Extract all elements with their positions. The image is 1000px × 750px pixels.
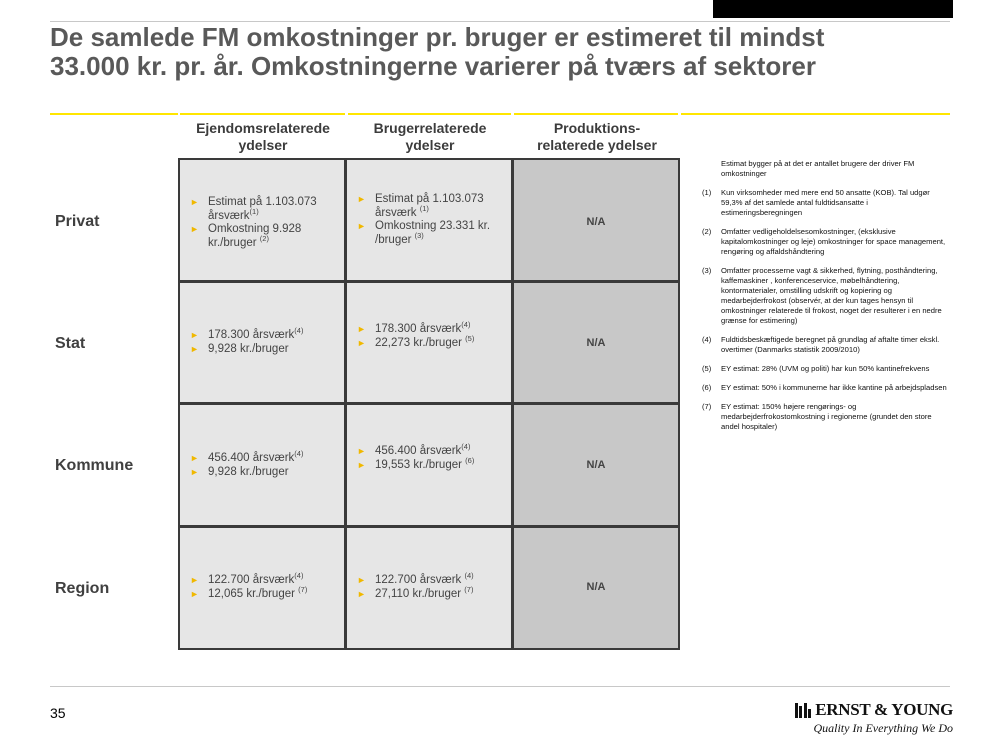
bullet-arrow-icon: ►	[357, 324, 366, 334]
footnote-text: Fuldtidsbeskæftigede beregnet på grundlag af aftalte timer ekskl. overtimer (Danmarks statistik 2009/2010)	[721, 335, 940, 354]
bullet-item	[357, 571, 505, 588]
footnote-3	[702, 266, 950, 326]
column-header-line: ydelser	[405, 137, 455, 153]
bullet-item	[357, 333, 505, 351]
cell-kommune-user	[347, 405, 511, 525]
column-header-line: Produktions-	[553, 120, 641, 136]
footnote-text: EY estimat: 50% i kommunerne har ikke kantine på arbejdspladsen	[721, 383, 947, 392]
bullet-item	[190, 223, 338, 250]
bullet-list	[190, 571, 338, 601]
ernst-young-logo	[790, 700, 953, 736]
bullet-text: 456.400 årsværk	[375, 445, 462, 457]
bullet-item	[357, 320, 505, 337]
bullet-text: Omkostning 9.928 kr./bruger	[208, 223, 302, 249]
footnote-ref: (7)	[298, 584, 308, 594]
ey-bars-icon	[795, 703, 812, 718]
bullet-arrow-icon: ►	[357, 194, 366, 204]
bullet-item	[357, 455, 505, 473]
bullet-arrow-icon: ►	[190, 330, 199, 340]
bullet-list	[190, 449, 338, 479]
header-black-bar	[713, 0, 953, 18]
footnote-6	[702, 383, 950, 393]
slide-title-line-1: De samlede FM omkostninger pr. bruger er estimeret til mindst	[50, 22, 825, 52]
yellow-rule-label-column	[50, 113, 178, 115]
footnote-ref: (4)	[461, 320, 471, 330]
footnote-text: EY estimat: 150% højere rengørings- og medarbejderfrokostomkostning i regionerne (grundet den store andel hospitaler)	[721, 402, 932, 431]
footnote-ref: (5)	[465, 333, 475, 343]
footnote-ref: (4)	[461, 442, 471, 452]
bullet-arrow-icon: ►	[357, 588, 366, 599]
bullet-list	[190, 326, 338, 356]
footnote-4	[702, 335, 950, 355]
bullet-arrow-icon: ►	[190, 343, 199, 354]
yellow-rule-notes-column	[681, 113, 950, 115]
bullet-list	[357, 320, 505, 350]
footnote-1	[702, 188, 950, 218]
bullet-item	[190, 449, 338, 466]
slide-title	[50, 23, 930, 81]
footnote-number: (5)	[702, 364, 712, 373]
footnote-number: (7)	[702, 402, 712, 411]
bullet-text: 178.300 årsværk	[375, 323, 462, 335]
cell-privat-user	[347, 160, 511, 280]
bullet-text: Omkostning 23.331 kr. /bruger	[375, 220, 491, 246]
footnote-5	[702, 364, 950, 374]
slide-title-line-2: 33.000 kr. pr. år. Omkostningerne varierer på tværs af sektorer	[50, 51, 816, 81]
bullet-item	[357, 442, 505, 459]
cell-region-production	[514, 528, 678, 648]
bullet-text: 456.400 årsværk	[208, 452, 295, 464]
row-label-privat: Privat	[55, 213, 100, 230]
bullet-text: 122.700 årsværk	[208, 574, 295, 586]
logo-tagline: Quality In Everything We Do	[813, 721, 953, 735]
cell-stat-property	[180, 283, 344, 402]
bullet-text: 19,553 kr./bruger	[375, 458, 462, 471]
footnote-ref: (4)	[294, 326, 304, 336]
bullet-text: 9,928 kr./bruger	[208, 465, 289, 478]
row-label-kommune: Kommune	[55, 457, 134, 474]
column-header-property	[180, 120, 346, 154]
yellow-rule-production-column	[514, 113, 678, 115]
row-label-stat: Stat	[55, 335, 86, 352]
cell-region-user	[347, 528, 511, 648]
bullet-arrow-icon: ►	[357, 459, 366, 470]
cell-stat-user	[347, 283, 511, 402]
footnote-ref: (1)	[249, 206, 259, 216]
bullet-text: 178.300 årsværk	[208, 329, 295, 341]
na-label: N/A	[586, 581, 606, 593]
cell-kommune-production	[514, 405, 678, 525]
footnote-number: (4)	[702, 335, 712, 344]
footnote-ref: (3)	[414, 230, 424, 240]
cost-table	[178, 158, 680, 650]
cell-stat-production	[514, 283, 678, 402]
bullet-arrow-icon: ►	[357, 446, 366, 456]
bullet-text: 22,273 kr./bruger	[375, 336, 462, 349]
bullet-text: 27,110 kr./bruger	[375, 587, 462, 600]
column-header-production	[514, 120, 680, 154]
cell-kommune-property	[180, 405, 344, 525]
footnotes-intro: Estimat bygger på at det er antallet brugere der driver FM omkostninger	[721, 159, 915, 178]
column-header-user	[347, 120, 513, 154]
bullet-arrow-icon: ►	[190, 588, 199, 599]
bullet-item	[190, 584, 338, 602]
bullet-item	[357, 584, 505, 602]
cell-region-property	[180, 528, 344, 648]
bullet-list	[190, 196, 338, 250]
yellow-rule-user-column	[348, 113, 511, 115]
footnote-7	[702, 402, 950, 432]
column-header-line: Ejendomsrelaterede	[196, 120, 330, 136]
column-header-line: relaterede ydelser	[537, 137, 657, 153]
footnote-2	[702, 227, 950, 257]
bottom-divider	[50, 686, 950, 687]
bullet-list	[357, 442, 505, 472]
footnote-text: Kun virksomheder med mere end 50 ansatte (KOB). Tal udgør 59,3% af det samlede antal fuldtidsansatte i estimeringsberegningen	[721, 188, 930, 217]
bullet-list	[357, 193, 505, 247]
cell-privat-property	[180, 160, 344, 280]
footnote-text: EY estimat: 28% (UVM og politi) har kun 50% kantinefrekvens	[721, 364, 930, 373]
bullet-arrow-icon: ►	[190, 466, 199, 477]
bullet-arrow-icon: ►	[190, 197, 199, 207]
bullet-item	[357, 193, 505, 220]
bullet-item	[190, 343, 338, 357]
bullet-arrow-icon: ►	[190, 575, 199, 585]
bullet-item	[357, 220, 505, 247]
na-label: N/A	[586, 337, 606, 349]
footnote-ref: (4)	[464, 571, 474, 581]
footnote-ref: (2)	[259, 233, 269, 243]
bullet-list	[357, 571, 505, 601]
bullet-arrow-icon: ►	[190, 453, 199, 463]
bullet-text: 12,065 kr./bruger	[208, 587, 295, 600]
footnote-text: Omfatter vedligeholdelsesomkostninger, (eksklusive kapitalomkostninger og leje) omkostninger for space management, rengøring og affaldshåndtering	[721, 227, 946, 256]
footnote-ref: (1)	[419, 203, 429, 213]
bullet-item	[190, 196, 338, 223]
footnote-number: (3)	[702, 266, 712, 275]
yellow-rule-property-column	[180, 113, 345, 115]
footnote-number: (2)	[702, 227, 712, 236]
bullet-item	[190, 571, 338, 588]
footnote-ref: (4)	[294, 571, 304, 581]
footnotes-panel	[702, 159, 950, 441]
footnote-number: (1)	[702, 188, 712, 197]
column-header-line: Brugerrelaterede	[373, 120, 487, 136]
na-label: N/A	[586, 216, 606, 228]
bullet-item	[190, 326, 338, 343]
logo-wordmark: ERNST & YOUNG	[815, 700, 953, 719]
page-number: 35	[50, 705, 66, 721]
row-label-region: Region	[55, 580, 110, 597]
footnote-ref: (6)	[465, 455, 475, 465]
bullet-arrow-icon: ►	[190, 224, 199, 234]
footnote-ref: (7)	[464, 584, 474, 594]
na-label: N/A	[586, 459, 606, 471]
cell-privat-production	[514, 160, 678, 280]
bullet-item	[190, 466, 338, 480]
footnote-text: Omfatter processerne vagt & sikkerhed, flytning, posthåndtering, kaffemaskiner , konferenceservice, møbelhåndtering, kontormaterialer, omstilling udskrift og kopiering og medarbejderfrokost (observér, at der kun tages hensyn til omkostninger relaterede til frokost, noget der resulterer i en nedre grænse for estimering)	[721, 266, 942, 325]
bullet-text: Estimat på 1.103.073 årsværk	[208, 196, 317, 222]
column-header-line: ydelser	[238, 137, 288, 153]
bullet-arrow-icon: ►	[357, 337, 366, 348]
footnote-ref: (4)	[294, 449, 304, 459]
bullet-arrow-icon: ►	[357, 575, 366, 585]
bullet-text: Estimat på 1.103.073 årsværk	[375, 193, 484, 219]
logo-row	[790, 700, 953, 720]
bullet-arrow-icon: ►	[357, 221, 366, 231]
footnote-number: (6)	[702, 383, 712, 392]
bullet-text: 122.700 årsværk	[375, 574, 462, 586]
bullet-text: 9,928 kr./bruger	[208, 342, 289, 355]
